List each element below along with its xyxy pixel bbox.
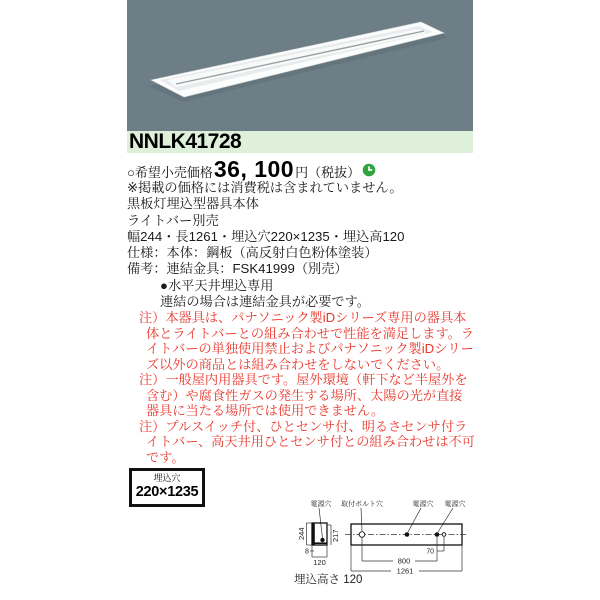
dimension-diagram [281, 493, 479, 600]
usage-note: ●水平天井埋込専用 [160, 277, 274, 293]
dim-pitch-label: 800 [397, 556, 411, 566]
recess-height-caption: 埋込高さ 120 [294, 574, 363, 586]
price-label: ○希望小売価格 [127, 165, 213, 180]
dim-inner-label: 217 [331, 529, 340, 542]
dim-width-label: 120 [313, 558, 326, 567]
cutout-label: 埋込穴 [153, 473, 181, 483]
cutout-size-box [129, 468, 205, 507]
tax-note: ※掲載の価格には消費税は含まれていません。 [127, 180, 403, 195]
dim-flange-label: 8 [305, 548, 309, 556]
bolt-hole-left [359, 532, 365, 538]
content-column [127, 0, 475, 465]
price-unit: 円（税抜） [295, 165, 361, 180]
product-photo [127, 0, 473, 131]
leader-bolt [361, 508, 362, 531]
leader-power-right [438, 508, 453, 532]
caution-note-3: 注）プルスイッチ付、ひとセンサ付、明るさセンサ付ライトバー、高天井用ひとセンサ付との組み合わせは不可です。 [139, 418, 475, 465]
joint-note: 連結の場合は連結金具が必要です。 [160, 294, 370, 310]
remarks-line: 備考：連結金具：FSK41999（別売） [127, 261, 348, 277]
sold-separately-note: ライトバー別売 [127, 212, 219, 228]
bolt-hole-right [442, 533, 446, 537]
price-value: 36, 100 [213, 156, 295, 182]
power-hole-label-right: 電源穴 [444, 501, 466, 508]
caution-note-1: 注）本器具は、パナソニック製iDシリーズ専用の器具本体とライトバーとの組み合わせで性能を満足します。ライトバーの単独使用禁止およびパナソニック製iDシリーズ以外の商品とは組み合わせをしないでください。 [139, 310, 474, 372]
power-hole-side-dot [320, 538, 324, 542]
power-hole-label-side: 電源穴 [310, 501, 332, 508]
price-line [127, 153, 475, 180]
cutout-size: 220×1235 [135, 484, 199, 500]
dim-length-label: 1261 [396, 566, 414, 576]
product-category: 黒板灯埋込型器具本体 [127, 196, 259, 212]
dimensions-line: 幅244・長1261・埋込穴220×1235・埋込高120 [127, 228, 405, 244]
power-hole-right-dot [435, 532, 440, 537]
fixture-image [127, 0, 473, 131]
power-hole-label-mid: 電源穴 [412, 501, 434, 508]
caution-note-2: 注）一般屋内用器具です。屋外環境（軒下など半屋外を含む）や腐食性ガスの発生する場所、太陽の光が直接器具に当たる場所では使用できません。 [139, 372, 468, 419]
model-number-header: NNLK41728 [127, 131, 473, 153]
dim-offset-label: 70 [426, 548, 434, 556]
dim-height-label: 244 [297, 527, 306, 540]
lead-time-clock-icon [362, 163, 376, 177]
spec-line: 仕様：本体：鋼板（高反射白色粉体塗装） [127, 245, 378, 261]
bolt-hole-label: 取付ボルト穴 [341, 501, 383, 508]
power-hole-mid-dot [405, 532, 410, 537]
leader-power-mid [408, 508, 421, 532]
